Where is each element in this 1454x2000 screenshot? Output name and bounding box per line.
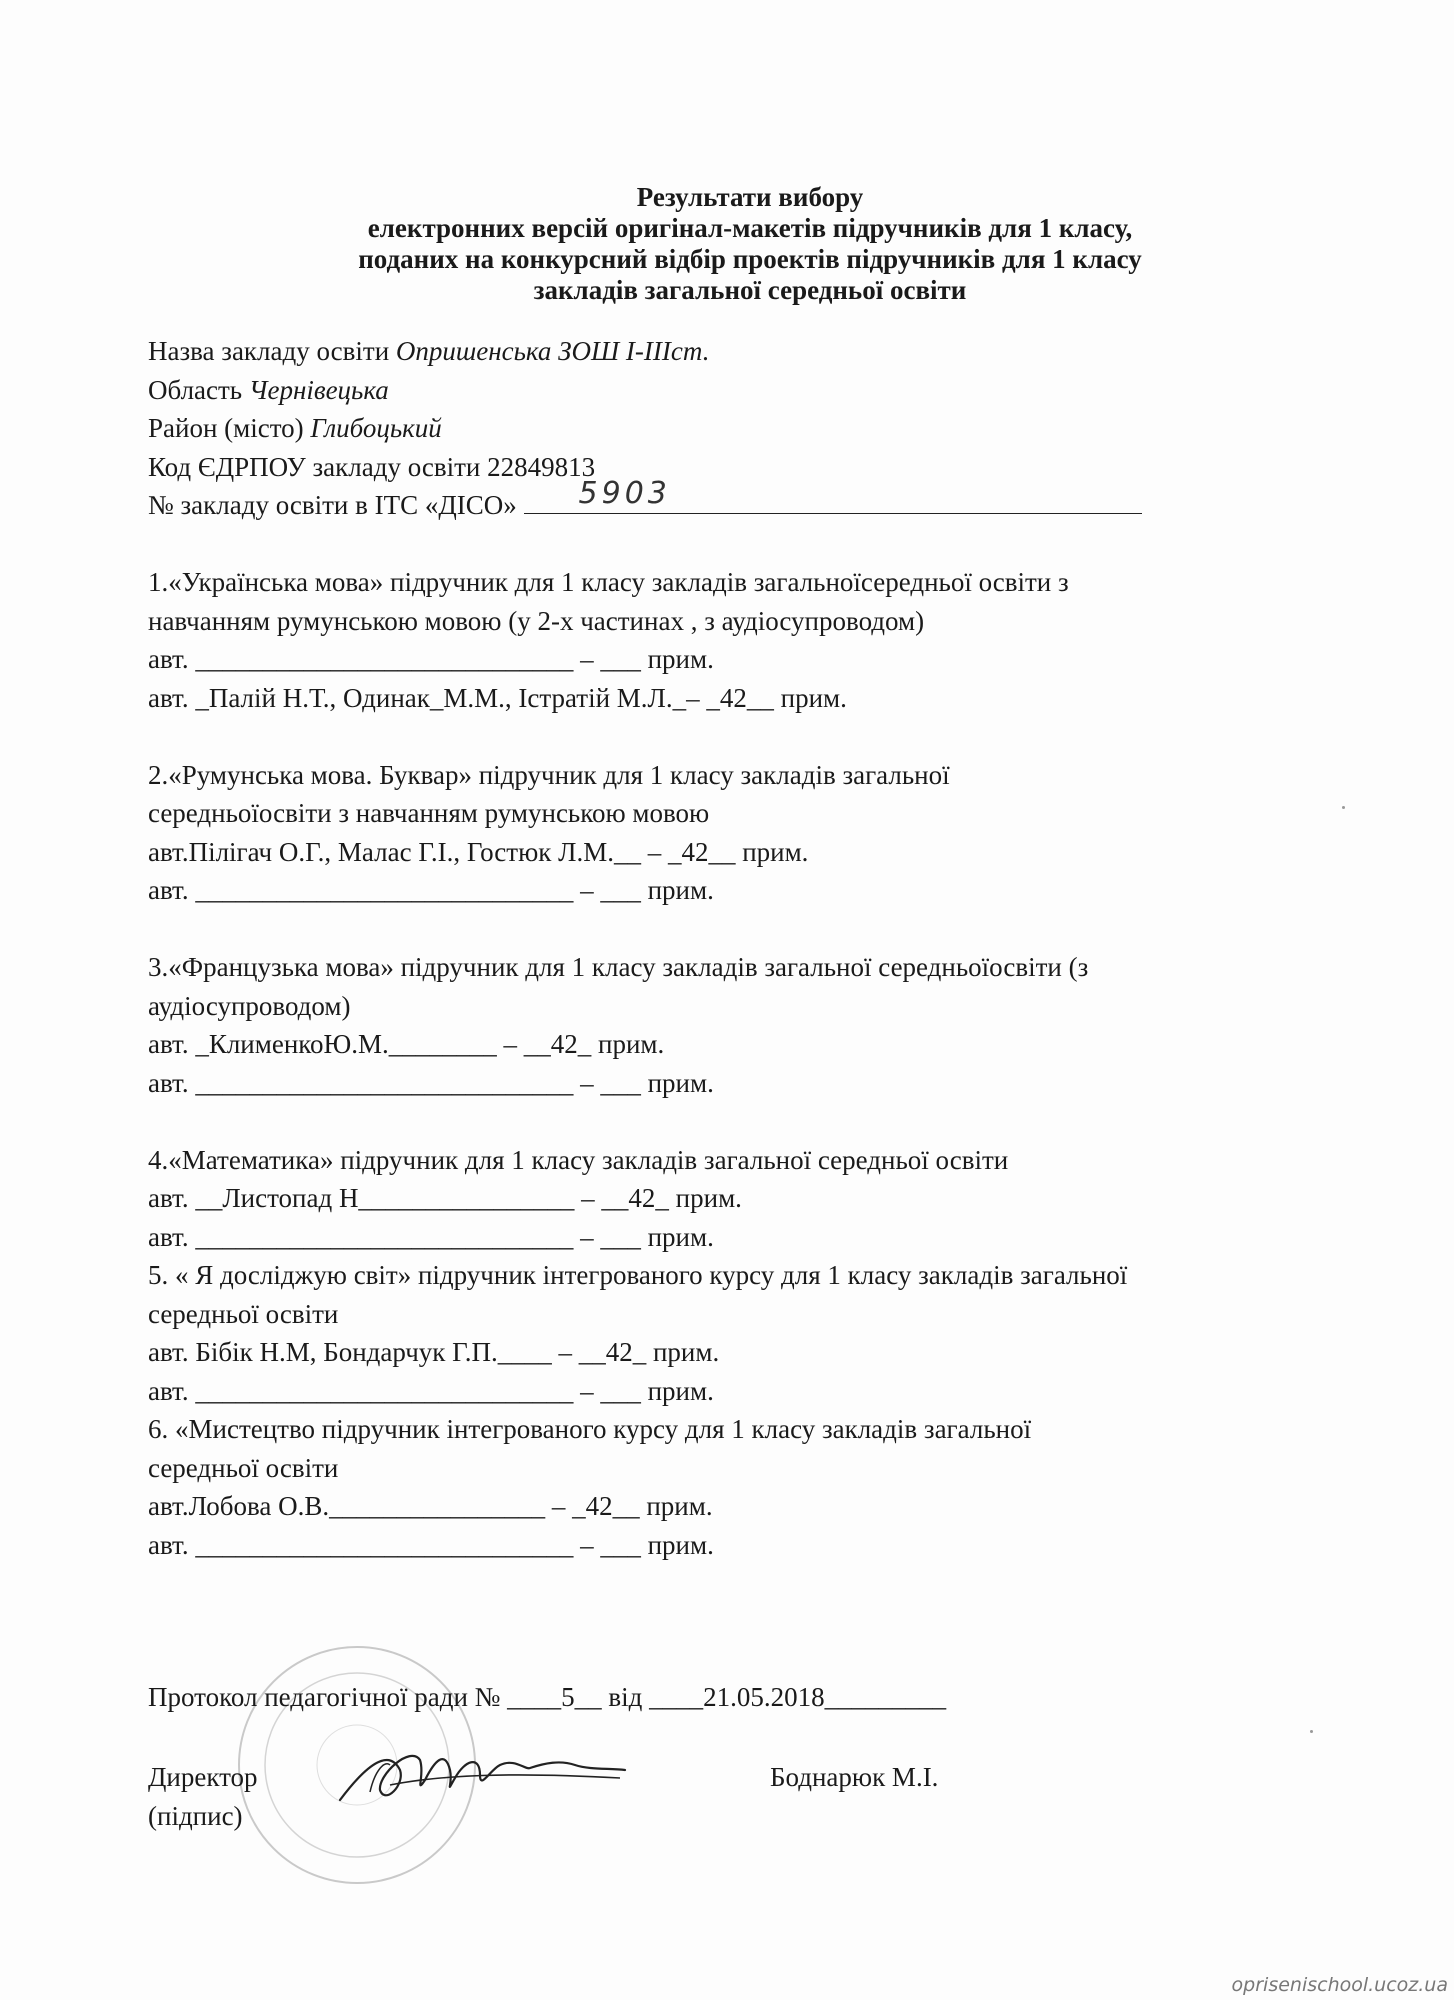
its-row: № закладу освіти в ІТС «ДІСО» 5903 — [148, 486, 1368, 525]
district-row: Район (місто) Глибоцький — [148, 413, 442, 443]
document-header — [0, 182, 1454, 306]
region-value: Чернівецька — [248, 374, 389, 405]
director-label: Директор — [148, 1762, 258, 1792]
scan-speck — [1310, 1730, 1313, 1733]
signature-caption: (підпис) — [148, 1800, 243, 1831]
header-subtitle-1: електронних версій оригінал-макетів підручників для 1 класу, — [367, 213, 1133, 243]
item-4: 4.«Математика» підручник для 1 класу закладів загальної середньої освіти авт. __Листопад Н________________ – __42_ прим. авт. ____________________________ – ___ прим. — [148, 1144, 1009, 1252]
document-body — [148, 332, 1368, 1564]
item-3: 3.«Французька мова» підручник для 1 класу закладів загальної середньоїосвіти (з аудіосупроводом) авт. _КлименкоЮ.М.________ – __42_ прим. авт. ____________________________ – ___ прим. — [148, 952, 1089, 1098]
region-row: Область Чернівецька — [148, 374, 389, 405]
its-number-field — [524, 476, 1142, 514]
item-2: 2.«Румунська мова. Буквар» підручник для 1 класу закладів загальної середньоїосвіти з навчанням румунською мовою авт.Пілігач О.Г., Малас Г.І., Гостюк Л.М.__ – _42__ прим. авт. ____________________________ – ___ прим. — [148, 759, 950, 905]
site-watermark: oprisenischool.ucoz.ua — [1231, 1974, 1448, 1996]
director-signature-graphic — [330, 1730, 630, 1820]
school-name-row: Назва закладу освіти Опришенська ЗОШ І-ІІІст. — [148, 336, 710, 366]
item-5: 5. « Я досліджую світ» підручник інтегрованого курсу для 1 класу закладів загальної середньої освіти авт. Бібік Н.М, Бондарчук Г.П.____ – __42_ прим. авт. ____________________________ – ___ прим. — [148, 1260, 1128, 1406]
item-1: 1.«Українська мова» підручник для 1 класу закладів загальноїсередньої освіти з навчанням румунською мовою (у 2-х частинах , з аудіосупроводом) авт. ____________________________ – ___ прим. авт. _Палій Н.Т., Одинак_М.М., Істратій М.Л._– _42__ прим. — [148, 567, 1069, 713]
its-number-handwritten: 5903 — [578, 476, 671, 511]
scan-speck — [1342, 806, 1345, 809]
signature-block — [148, 1758, 258, 1835]
item-6: 6. «Мистецтво підручник інтегрованого курсу для 1 класу закладів загальної середньої освіти авт.Лобова О.В.________________ – _42__ прим. авт. ____________________________ – ___ прим. — [148, 1414, 1032, 1560]
school-name-value: Опришенська ЗОШ І-ІІІст. — [395, 336, 710, 366]
header-title: Результати вибору — [636, 182, 864, 212]
header-subtitle-3: закладів загальної середньої освіти — [533, 275, 967, 305]
district-value: Глибоцький — [310, 413, 442, 443]
header-subtitle-2: поданих на конкурсний відбір проектів підручників для 1 класу — [358, 244, 1142, 274]
director-name: Боднарюк М.І. — [770, 1762, 939, 1792]
protocol-line: Протокол педагогічної ради № ____5__ від ____21.05.2018_________ — [148, 1682, 947, 1712]
edrpou-row: Код ЄДРПОУ закладу освіти 22849813 — [148, 451, 596, 482]
